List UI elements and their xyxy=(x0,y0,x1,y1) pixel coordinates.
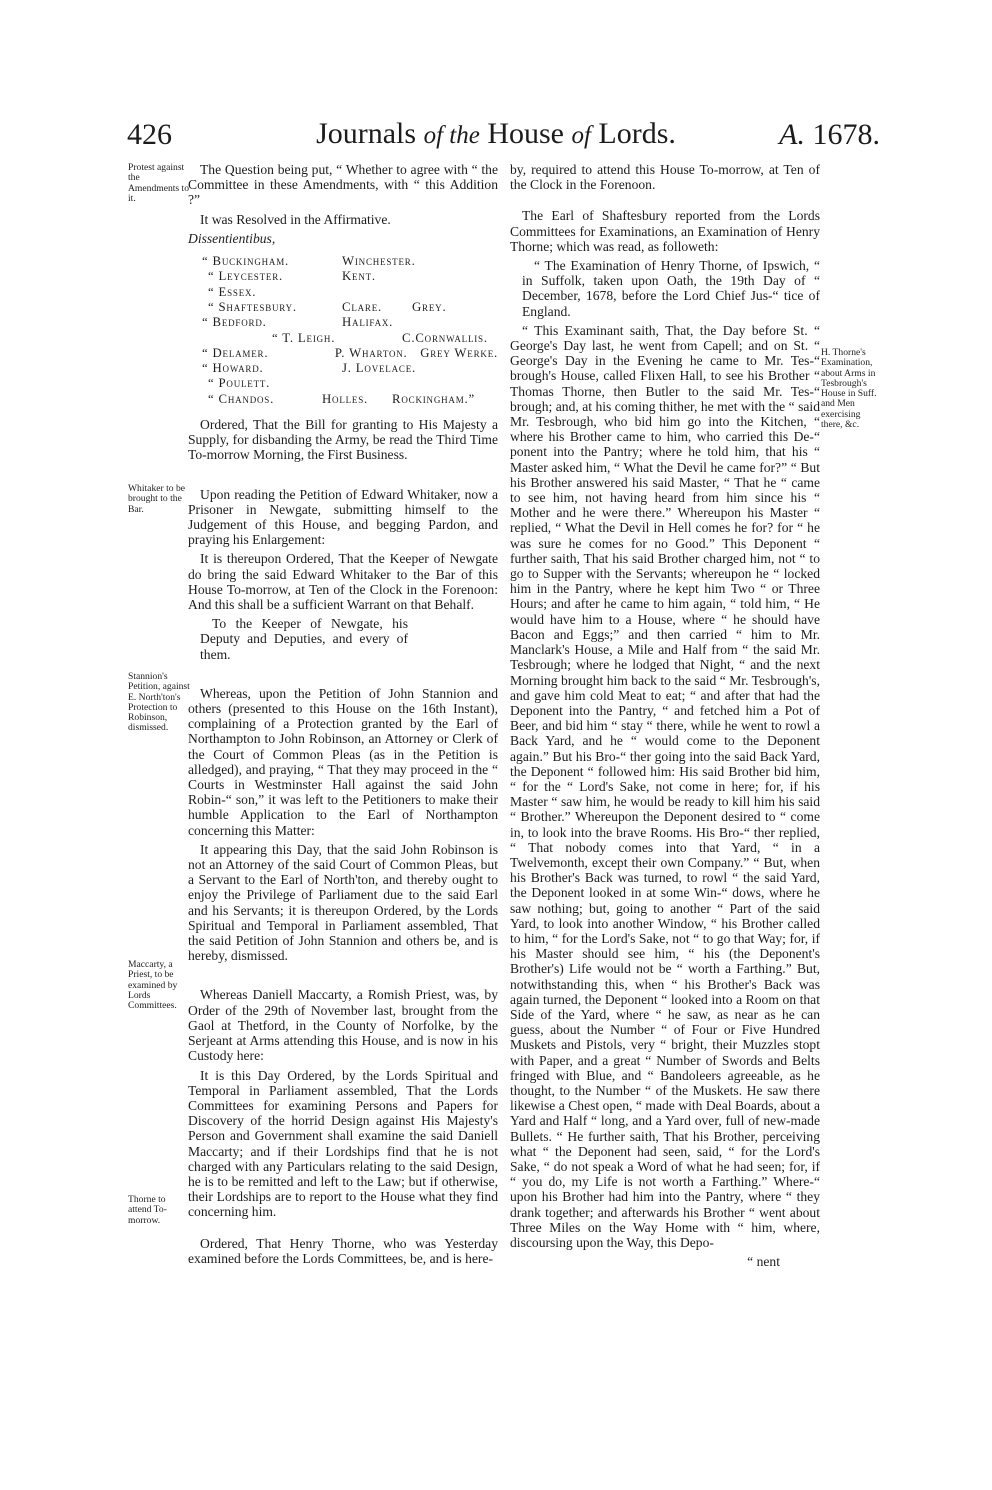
margin-note-stannion: Stannion's Petition, against E. North'ton's Protection to Robinson, dismissed. xyxy=(128,671,190,734)
title-lords: Lords. xyxy=(598,117,676,150)
lords-row: “ Buckingham. Winchester. xyxy=(202,254,416,269)
whitaker-warrant-address: To the Keeper of Newgate, his Deputy and Deputies, and every of them. xyxy=(200,616,408,662)
examination-title: “ The Examination of Henry Thorne, of Ipswich, “ in Suffolk, taken upon Oath, the 19th Day of “ December, 1678, before the Lord Chief Jus-“ tice of England. xyxy=(522,258,820,319)
dissenting-lords-list xyxy=(202,254,498,407)
lords-row: “ Delamer. P. Wharton. Grey Werke. xyxy=(202,345,498,360)
lords-row: “ Chandos. Holles. Rockingham.” xyxy=(208,391,476,406)
margin-note-maccarty: Maccarty, a Priest, to be examined by Lords Committees. xyxy=(128,959,178,1012)
year-value: 1678. xyxy=(812,118,880,151)
margin-note-whitaker: Whitaker to be brought to the Bar. xyxy=(128,483,186,515)
lords-row: “ Leycester. Kent. xyxy=(208,269,376,284)
catchword: “ nent xyxy=(747,1254,780,1270)
year-prefix: A. xyxy=(779,118,805,151)
examination-body: “ This Examinant saith, That, the Day before St. “ George's Day last, he went from Capell; and on St. “ George's Day in the Evening he came to Mr. Tes-“ brough's House, called Flixen Hall, to see his Brother “ Thomas Thorne, then Butler to the said Mr. Tes-“ brough; and, at his coming thither, he met with the “ said Mr. Tesbrough, who bid him go into the Kitchen, “ where his Brother came to him, who carried this De-“ ponent into the Pantry; where he told him, that his “ Master asked him, “ What the Devil he came for?” “ But his Brother answered his said Master, “ That he “ came to see him, not having heard from him since his “ Mother and he were there.” Whereupon his Master “ replied, “ What the Devil in Hell comes he for? for “ he was sure he comes for no Good.” This Deponent “ further saith, That his said Brother charged him, not “ to go to Supper with the Servants; whereupon he “ locked him in the Pantry, where he kept him Two “ or Three Hours; and after he came to him again, “ told him, “ He would have him to a House, where “ he should have Bacon and Eggs;” and then carried “ him to Mr. Manclark's House, a Mile and Half from “ the said Mr. Tesbrough; where he lodged that Night, “ and the next Morning brought him back to the said “ Mr. Tesbrough's, and gave him cold Meat to eat; “ and after that had the Deponent into the Pantry, “ and fetched him a Pot of Beer, and bid him “ stay “ there, while he went to rowl a Back Yard, and he “ would come to the Deponent again.” But his Bro-“ ther going into the said Back Yard, the Deponent “ followed him: His said Brother bid him, “ for the “ Lord's Sake, not come in here; for, if his Master “ saw him, he would be ready to kill him his said “ Brother.” Whereupon the Deponent desired to “ come in, to look into the brave Rooms. His Bro-“ ther replied, “ That nobody comes into that Yard, “ in a Twelvemonth, except their own Company.” “ But, when his Brother's Back was turned, to rowl “ the said Yard, the Deponent looked in at some Win-“ dows, where he saw nothing; but, going to another “ Part of the said Yard, to look into another Window, “ his Brother called to him, “ for the Lord's Sake, not “ to go that Way; for, if his Master should see him, “ his (the Deponent's Brother's) Life would not be “ worth a Farthing.” But, notwithstanding this, when “ his Brother's Back was again turned, the Deponent “ looked into a Room on that Side of the Yard, where “ he saw, as near as he can guess, about the Number “ of Four or Five Hundred Muskets and Pistols, very “ bright, their Muzzles stopt with Paper, and a great “ Number of Swords and Belts fringed with Blue, and “ Bandoleers agreeable, as he thought, to the Number “ of the Muskets. He saw there likewise a Chest open, “ made with Deal Boards, about a Yard and Half “ long, and a Yard over, full of new-made Bullets. “ He further saith, That his Brother, perceiving what “ the Deponent had seen, said, “ for the Lord's Sake, “ do not speak a Word of what he had seen; for, if “ you do, my Life is not worth a Farthing.” Where-“ upon his Brother had him into the Pantry, where “ they drank together; and afterwards his Brother “ went about Three Miles on the Way Home with “ him, where, discoursing upon the Way, this Depo- xyxy=(510,322,820,1251)
lords-row: “ Shaftesbury. Clare. Grey. xyxy=(208,299,447,314)
title-journals: Journals xyxy=(316,117,417,150)
stannion-whereas-paragraph: Whereas, upon the Petition of John Stannion and others (presented to this House on the 16th Instant), complaining of a Protection granted by the Earl of Northampton to John Robinson, an Attorney or Clerk of the Court of Common Pleas (as in the Petition is alledged), and praying, “ That they may proceed in the “ Courts in Westminster Hall against the said John Robin-“ son,” it was left to the Petitioners to make their humble Application to the Earl of Northampton concerning this Matter: xyxy=(188,685,498,838)
maccarty-order-paragraph: It is this Day Ordered, by the Lords Spiritual and Temporal in Parliament assembled, That the Lords Committees for examining Persons and Papers for Discovery of the horrid Design against His Majesty's Person and Government shall examine the said Daniell Maccarty; and if their Lordships find that he is not charged with any Particulars relating to the said Design, he is to be remitted and left to the Law; but if otherwise, their Lordships are to report to the House what they find concerning him. xyxy=(188,1067,498,1220)
right-column xyxy=(510,162,820,1273)
thorne-order-continuation: by, required to attend this House To-morrow, at Ten of the Clock in the Forenoon. xyxy=(510,162,820,193)
whitaker-order-paragraph: It is thereupon Ordered, That the Keeper of Newgate do bring the said Edward Whitaker to the Bar of this House To-morrow, at Ten of the Clock in the Forenoon: And this shall be a sufficient Warrant on that Behalf. xyxy=(188,551,498,613)
resolved-line: It was Resolved in the Affirmative. xyxy=(200,211,391,227)
lords-row: “ T. Leigh. C.Cornwallis. xyxy=(272,330,488,345)
shaftesbury-report-paragraph: The Earl of Shaftesbury reported from the Lords Committees for Examinations, an Examination of Henry Thorne; which was read, as followeth: xyxy=(510,208,820,254)
maccarty-whereas-paragraph: Whereas Daniell Maccarty, a Romish Priest, was, by Order of the 29th of November last, brought from the Gaol at Thetford, in the County of Norfolke, by the Serjeant at Arms attending this House, and is now in his Custody here: xyxy=(188,987,498,1064)
title-of-the: of the xyxy=(423,122,480,149)
title-of: of xyxy=(571,122,591,149)
left-column xyxy=(188,162,498,1270)
title-house: House xyxy=(487,117,564,150)
lords-row: “ Howard. J. Lovelace. xyxy=(202,361,416,376)
ordered-bill-paragraph: Ordered, That the Bill for granting to His Majesty a Supply, for disbanding the Army, be read the Third Time To-morrow Morning, the First Business. xyxy=(188,416,498,463)
lords-row: “ Bedford. Halifax. xyxy=(202,315,394,330)
margin-note-protest: Protest against the Amendments to it. xyxy=(128,162,190,204)
lords-row: “ Poulett. xyxy=(208,376,271,391)
stannion-order-paragraph: It appearing this Day, that the said John Robinson is not an Attorney of the said Court of Common Pleas, but a Servant to the Earl of North'ton, and thereby ought to enjoy the Privilege of Parliament due to the said Earl and his Servants; it is thereupon Ordered, by the Lords Spiritual and Temporal in Parliament assembled, That the said Petition of John Stannion and others be, and is hereby, dismissed. xyxy=(188,841,498,964)
margin-note-thorne-examination: H. Thorne's Examination, about Arms in Tesbrough's House in Suff. and Men exercising there, &c. xyxy=(821,347,877,431)
whitaker-petition-paragraph: Upon reading the Petition of Edward Whitaker, now a Prisoner in Newgate, submitting himself to the Judgement of this House, and begging Pardon, and praying his Enlargement: xyxy=(188,486,498,548)
lords-row: “ Essex. xyxy=(208,284,257,299)
thorne-order-paragraph: Ordered, That Henry Thorne, who was Yesterday examined before the Lords Committees, be, and is here- xyxy=(188,1235,498,1266)
year-heading xyxy=(779,118,880,152)
page-number: 426 xyxy=(127,118,172,151)
dissentientibus-heading: Dissentientibus, xyxy=(188,230,276,246)
question-paragraph: The Question being put, “ Whether to agree with “ the Committee in these Amendments, with “ this Addition ?” xyxy=(188,162,498,208)
margin-note-thorne: Thorne to attend To-morrow. xyxy=(128,1194,167,1226)
